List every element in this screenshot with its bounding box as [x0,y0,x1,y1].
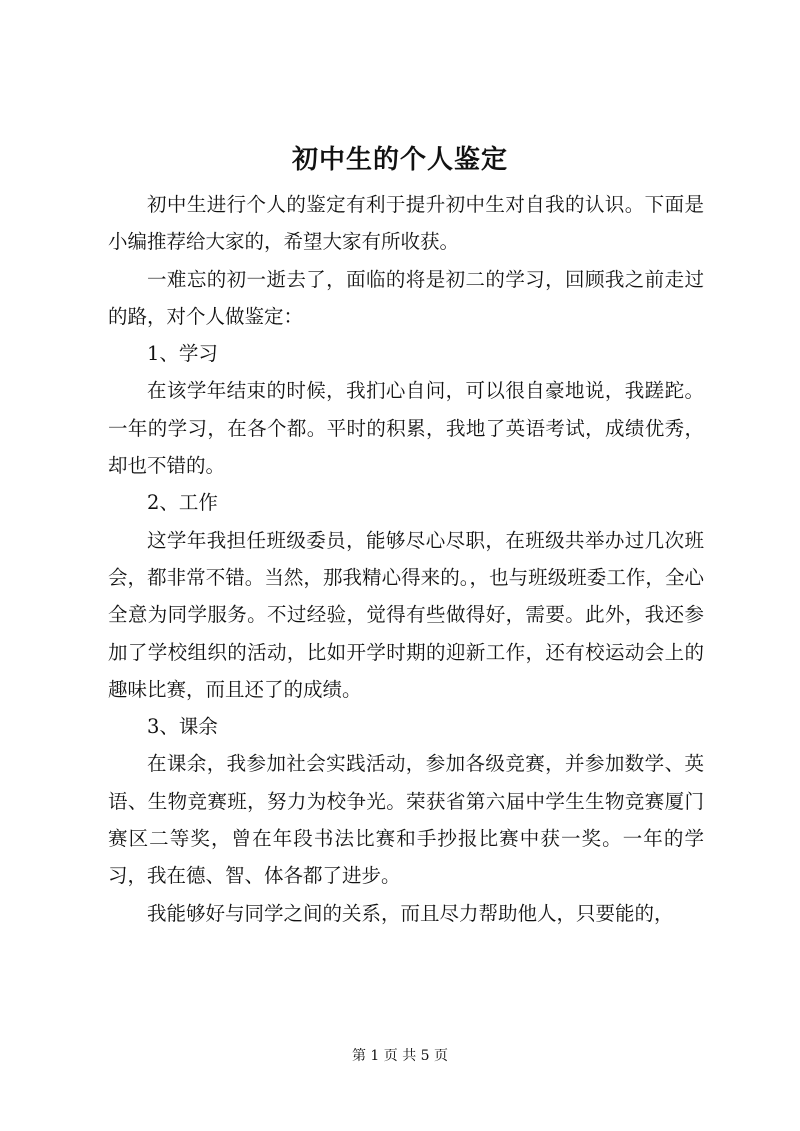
page-footer: 第 1 页 共 5 页 [351,1048,449,1064]
paragraph-relationships: 我能够好与同学之间的关系，而且尽力帮助他人，只要能的， [147,901,674,925]
paragraph-work: 这学年我担任班级委员，能够尽心尽职，在班级共举办过几次班会，都非常不错。当然，那我精心得来的。，也与班级班委工作，全心全意为同学服务。不过经验，觉得有些做得好，需要。此外，我还参加了学校组织的活动，比如开学时期的迎新工作，还有校运动会上的趣味比赛，而且还了的成绩。 [108,528,704,701]
document-body [108,186,704,932]
document-title: 初中生的个人鉴定 [291,145,508,175]
section-heading-study: 1、学习 [147,342,218,366]
paragraph-study: 在该学年结束的时候，我扪心自问，可以很自豪地说，我蹉跎。一年的学习，在各个都。平时的积累，我地了英语考试，成绩优秀，却也不错的。 [108,379,704,478]
section-heading-work: 2、工作 [147,491,218,515]
paragraph-opening: 一难忘的初一逝去了，面临的将是初二的学习，回顾我之前走过的路，对个人做鉴定： [108,267,704,328]
paragraph-extracurricular: 在课余，我参加社会实践活动，参加各级竞赛，并参加数学、英语、生物竞赛班，努力为校争光。荣获省第六届中学生生物竞赛厦门赛区二等奖，曾在年段书法比赛和手抄报比赛中获一奖。一年的学习，我在德、智、体各都了进步。 [108,752,704,888]
paragraph-intro: 初中生进行个人的鉴定有利于提升初中生对自我的认识。下面是小编推荐给大家的，希望大家有所收获。 [108,193,704,254]
section-heading-extracurricular: 3、课余 [147,715,218,739]
